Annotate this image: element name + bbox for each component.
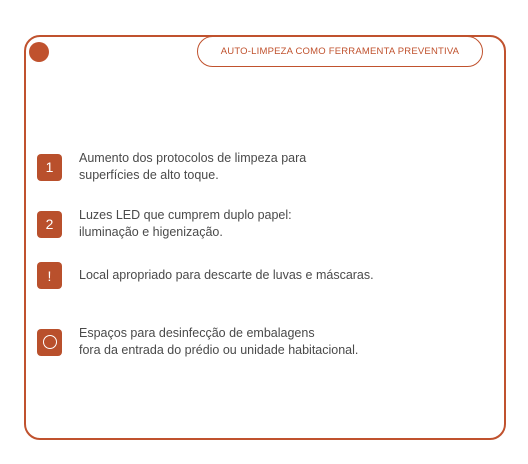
exclamation-badge: ! [37,262,62,289]
circle-badge [37,329,62,356]
corner-dot [29,42,49,62]
item-line: Aumento dos protocolos de limpeza para [79,151,307,165]
circle-icon [43,335,57,349]
number-badge: 1 [37,154,62,181]
header-title: AUTO-LIMPEZA COMO FERRAMENTA PREVENTIVA [220,46,460,57]
list-item-4 [37,325,358,359]
list-item-3 [37,262,374,289]
item-line: superfícies de alto toque. [79,168,219,182]
list-item-2 [37,207,292,241]
item-line: Local apropriado para descarte de luvas e máscaras. [79,268,374,282]
item-text [79,267,374,284]
list-item-1 [37,150,306,184]
item-line: Espaços para desinfecção de embalagens [79,326,315,340]
item-text [79,150,306,184]
item-text [79,325,358,359]
number-badge: 2 [37,211,62,238]
item-line: Luzes LED que cumprem duplo papel: [79,208,292,222]
item-line: iluminação e higenização. [79,225,223,239]
item-line: fora da entrada do prédio ou unidade habitacional. [79,343,359,357]
header-pill [197,36,483,67]
item-text [79,207,292,241]
